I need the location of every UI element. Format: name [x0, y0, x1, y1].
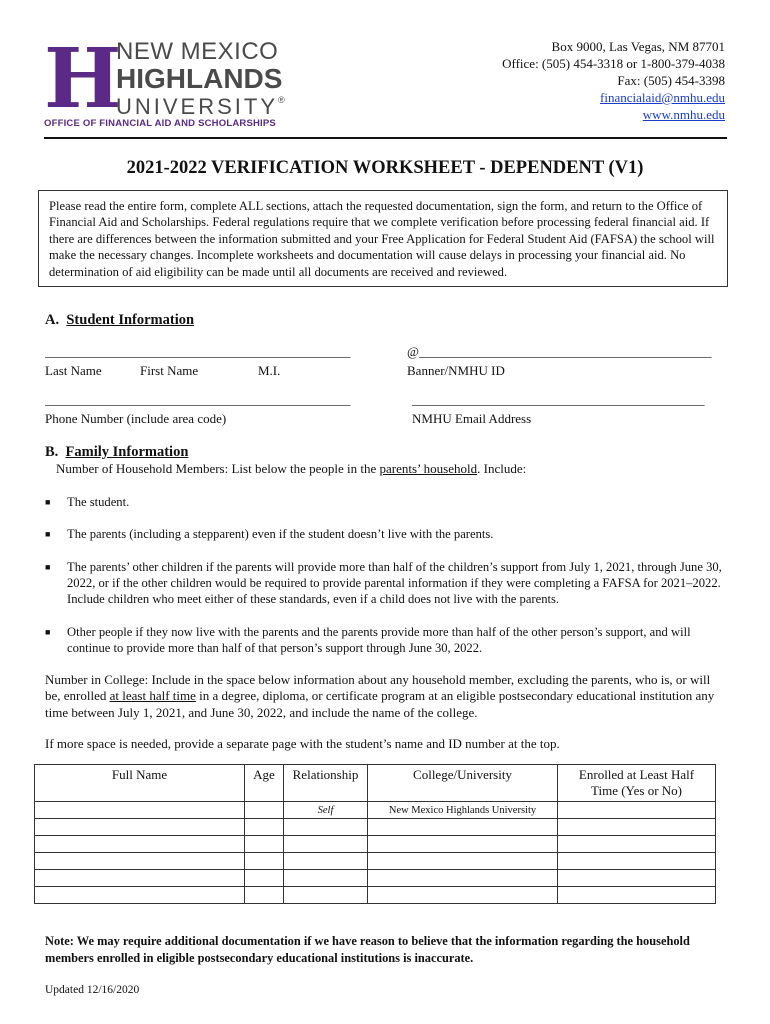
email-label: NMHU Email Address [412, 411, 532, 426]
cell-relationship[interactable] [284, 887, 368, 904]
table-row [35, 836, 716, 853]
cell-college[interactable] [368, 870, 558, 887]
phone-field[interactable]: _______________________________________________ [45, 392, 351, 407]
cell-college[interactable] [368, 836, 558, 853]
cell-full-name[interactable] [35, 887, 245, 904]
page-title: 2021-2022 VERIFICATION WORKSHEET - DEPENDENT (V1) [126, 158, 644, 178]
middle-initial-label: M.I. [258, 363, 281, 378]
bullet-square-icon: ■ [45, 529, 51, 539]
cell-enrolled[interactable] [558, 887, 716, 904]
household-members-table [34, 764, 716, 904]
section-a-title: Student Information [66, 312, 195, 328]
number-in-college-paragraph: Number in College: Include in the space below information about any household member, excluding the parents, who is, or will be, enrolled at least half time in a degree, diploma, or certificate program at an eligible postsecondary educational institution any time between July 1, 2021, and June 30, 2022, and include the name of the college. [45, 672, 715, 720]
cell-enrolled[interactable] [558, 853, 716, 870]
verification-worksheet-page: H NEW MEXICO HIGHLANDS UNIVERSITY® OFFICE OF FINANCIAL AID AND SCHOLARSHIPS Box 9000, Las Vegas, NM 87701 Office: (505) 454-3318 or 1-800-379-4038 Fax: (505) 454-3398 financialaid@nmhu.edu www.nmhu.edu 2021-2022 VERIFICATION WORKSHEET - DEPENDENT (V1) Please read the entire form, complete ALL sections, attach the requested documentation, sign the form, and return to the Office of Financial Aid and Scholarships. Federal regulations require that we complete verification before processing federal financial aid. If there are differences between the information submitted and your Free Application for Federal Student Aid (FAFSA) the school will make the necessary changes. Incomplete worksheets and documentation will cause delays in processing your financial aid. No determination of aid eligibility can be made until all documents are received and reviewed. A. Student Information _______________________________________________ @_____________________________________________ Last Name First Name M.I. Banner/NMHU ID _______________________________________________ _____________________________________________ Phone Number (include area code) NMHU Email Address B. Family Information Number of Household Members: List below the people in the parents’ household. Include: ■ The student. ■ The parents (including a stepparent) even if the student doesn’t live with the parents. ■ The parents’ other children if the parents will provide more than half of the children’s support from July 1, 2021, through June 30, 2022, or if the other children would be required to provide parental information if they were completing a FAFSA for 2021–2022. Include children who meet either of these standards, even if a child does not live with the parents. ■ Other people if they now live with the parents and the parents provide more than half of the other person’s support, and will continue to provide more than half of that person’s support through June 30, 2022. Number in College: Include in the space below information about any household member, excluding the parents, who is, or will be, enrolled at least half time in a degree, diploma, or certificate program at an eligible postsecondary educational institution any time between July 1, 2021, and June 30, 2022, and include the name of the college. If more space is needed, provide a separate page with the student’s name and ID number at the top. Full Name Age Relationship College/University Enrolled at Least Half Time (Yes or No) Self New Mexico Highlands University Note: We may require additional documentation if we have reason to believe that the information regarding the household members enrolled in eligible postsecondary educational institutions is inaccurate. Updated 12/16/2020 [0, 0, 770, 1024]
cell-relationship[interactable] [284, 819, 368, 836]
cell-age[interactable] [245, 870, 284, 887]
cell-age[interactable] [245, 819, 284, 836]
bullet-square-icon: ■ [45, 562, 51, 572]
table-header-row [35, 765, 716, 802]
instructions-box: Please read the entire form, complete ALL sections, attach the requested documentation, sign the form, and return to the Office of Financial Aid and Scholarships. Federal regulations require that we complete verification before processing federal financial aid. If there are differences between the information submitted and your Free Application for Federal Student Aid (FAFSA) the school will make the necessary changes. Incomplete worksheets and documentation will cause delays in processing your financial aid. No determination of aid eligibility can be made until all documents are received and reviewed. [38, 190, 728, 287]
cell-enrolled[interactable] [558, 802, 716, 819]
cell-enrolled[interactable] [558, 870, 716, 887]
additional-documentation-note: Note: We may require additional documentation if we have reason to believe that the information regarding the household members enrolled in eligible postsecondary educational institutions is inaccurate. [45, 934, 690, 965]
banner-id-field[interactable]: @_____________________________________________ [407, 344, 712, 359]
contact-fax: Fax: (505) 454-3398 [617, 73, 725, 88]
header-divider [44, 137, 727, 139]
nmhu-email-field[interactable]: _____________________________________________ [412, 392, 705, 407]
logo-line-1: NEW MEXICO [116, 38, 279, 65]
section-b-title: Family Information [65, 444, 189, 460]
cell-full-name[interactable] [35, 836, 245, 853]
table-row [35, 853, 716, 870]
cell-relationship[interactable] [284, 853, 368, 870]
logo-tagline: OFFICE OF FINANCIAL AID AND SCHOLARSHIPS [44, 118, 276, 129]
extra-space-note: If more space is needed, provide a separate page with the student’s name and ID number at the top. [45, 736, 560, 751]
phone-label: Phone Number (include area code) [45, 411, 227, 426]
cell-enrolled[interactable] [558, 836, 716, 853]
parents-household-underlined: parents’ household [379, 461, 478, 476]
contact-website-link[interactable]: www.nmhu.edu [642, 107, 725, 122]
table-row [35, 819, 716, 836]
table-row [35, 870, 716, 887]
cell-age[interactable] [245, 802, 284, 819]
bullet-square-icon: ■ [45, 627, 51, 637]
cell-college[interactable] [368, 853, 558, 870]
cell-college[interactable] [368, 887, 558, 904]
cell-relationship[interactable] [284, 836, 368, 853]
cell-age[interactable] [245, 887, 284, 904]
cell-college[interactable] [368, 819, 558, 836]
half-time-underlined: at least half time [109, 688, 196, 704]
col-full-name: Full Name [35, 765, 245, 802]
registered-mark: ® [278, 95, 285, 105]
section-b-heading [45, 444, 188, 461]
table-row [35, 802, 716, 819]
contact-email-link[interactable]: financialaid@nmhu.edu [600, 90, 725, 105]
section-b-letter: B. [45, 444, 59, 460]
col-age: Age [245, 765, 284, 802]
col-relationship: Relationship [284, 765, 368, 802]
cell-full-name[interactable] [35, 853, 245, 870]
cell-relationship[interactable] [284, 870, 368, 887]
cell-age[interactable] [245, 853, 284, 870]
household-intro: Number of Household Members: List below the people in the parents’ household. Include: [56, 461, 527, 476]
contact-office-phone: Office: (505) 454-3318 or 1-800-379-4038 [502, 56, 725, 71]
cell-full-name[interactable] [35, 819, 245, 836]
cell-full-name[interactable] [35, 802, 245, 819]
first-name-label: First Name [140, 363, 199, 378]
cell-enrolled[interactable] [558, 819, 716, 836]
logo-letter: H [44, 31, 120, 127]
logo-line-2: HIGHLANDS [116, 63, 283, 94]
updated-date: Updated 12/16/2020 [45, 984, 140, 996]
bullet-square-icon: ■ [45, 497, 51, 507]
logo-line-3: UNIVERSITY® [116, 94, 285, 119]
cell-full-name[interactable] [35, 870, 245, 887]
banner-id-label: Banner/NMHU ID [407, 363, 505, 378]
table-row [35, 887, 716, 904]
col-enrolled-half-time: Enrolled at Least Half Time (Yes or No) [558, 765, 716, 802]
contact-address: Box 9000, Las Vegas, NM 87701 [551, 39, 725, 54]
cell-college: New Mexico Highlands University [368, 802, 558, 819]
section-a-letter: A. [45, 312, 60, 328]
cell-age[interactable] [245, 836, 284, 853]
student-name-field[interactable]: _______________________________________________ [45, 344, 351, 359]
col-college: College/University [368, 765, 558, 802]
cell-relationship: Self [284, 802, 368, 819]
contact-block [502, 38, 725, 123]
nmhu-logo [44, 31, 285, 130]
last-name-label: Last Name [45, 363, 102, 378]
section-a-heading [45, 312, 194, 329]
